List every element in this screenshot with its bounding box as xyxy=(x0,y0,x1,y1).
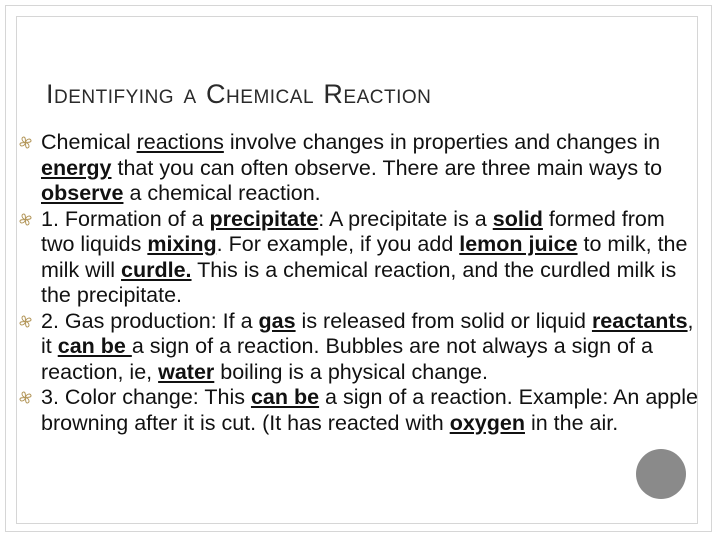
bullet-item-reactions-intro: Chemical reactions involve changes in properties and changes in energy that you can often observe. There are three main ways to observe a chemical reaction. xyxy=(0,130,720,207)
fleuron-bullet-icon xyxy=(19,315,32,328)
bullet-item-gas-production: 2. Gas production: If a gas is released from solid or liquid reactants, it can be a sign of a reaction. Bubbles are not always a sign of a reaction, ie, water boiling is a physical change. xyxy=(0,309,720,386)
fleuron-bullet-icon xyxy=(19,136,32,149)
bullet-item-color-change: 3. Color change: This can be a sign of a reaction. Example: An apple browning after it is cut. (It has reacted with oxygen in the air. xyxy=(0,385,720,436)
bullet-list xyxy=(0,130,720,436)
corner-circle-decoration xyxy=(636,449,686,499)
fleuron-bullet-icon xyxy=(19,391,32,404)
slide-title: IDENTIFYING A CHEMICAL REACTION xyxy=(46,79,432,109)
bullet-item-precipitate: 1. Formation of a precipitate: A precipitate is a solid formed from two liquids mixing. For example, if you add lemon juice to milk, the milk will curdle. This is a chemical reaction, and the curdled milk is the precipitate. xyxy=(0,207,720,309)
fleuron-bullet-icon xyxy=(19,213,32,226)
